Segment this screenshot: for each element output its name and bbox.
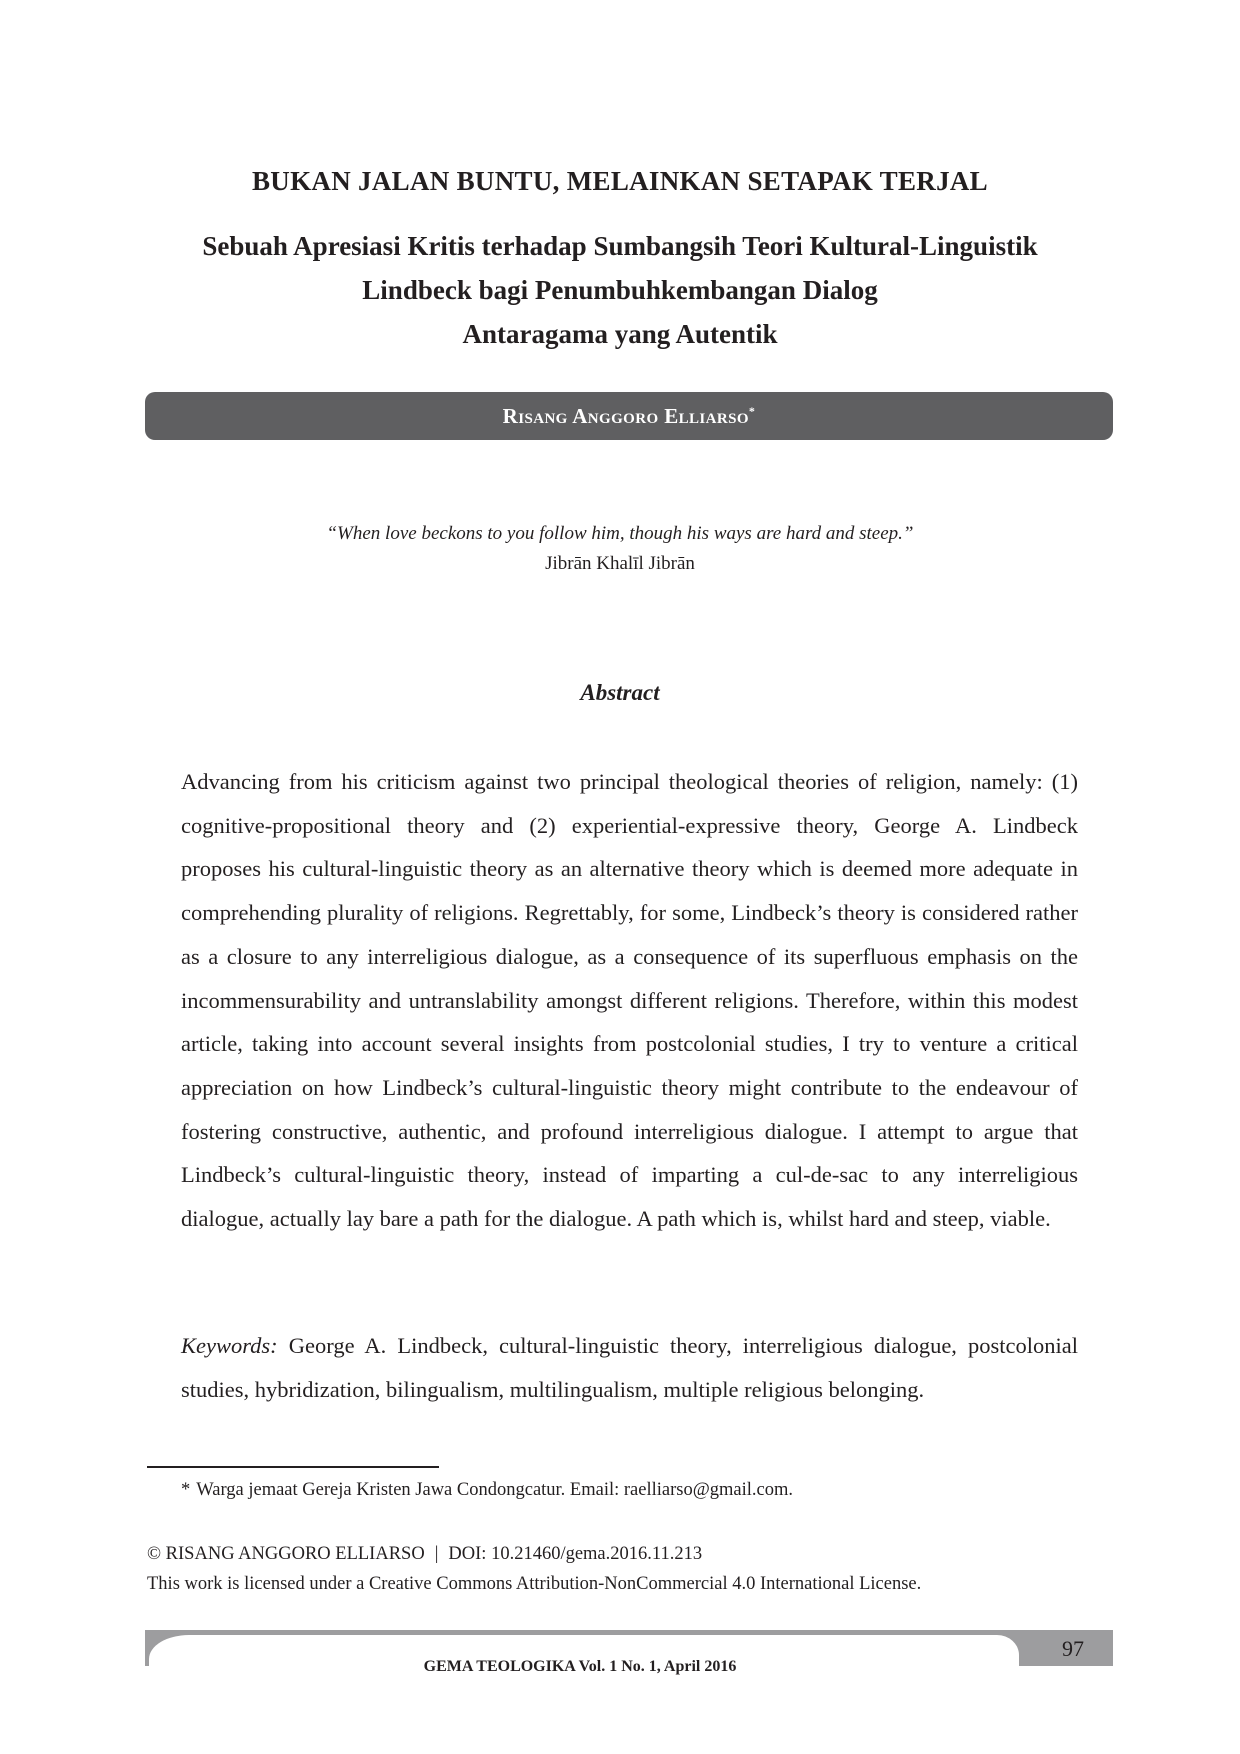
footnote-text: Warga jemaat Gereja Kristen Jawa Condongcatur. Email: raelliarso@gmail.com. [196, 1480, 793, 1500]
keywords-label: Keywords: [181, 1333, 278, 1358]
article-subtitle [0, 224, 1240, 356]
keywords-paragraph [181, 1324, 1078, 1411]
subtitle-line: Sebuah Apresiasi Kritis terhadap Sumbangsih Teori Kultural-Linguistik [202, 231, 1038, 261]
author-banner [145, 392, 1113, 440]
abstract-body: Advancing from his criticism against two principal theological theories of religion, namely: (1) cognitive-propositional theory and (2) experiential-expressive theory, George A. Lindbeck proposes his cultural-linguistic theory as an alternative theory which is deemed more adequate in comprehending plurality of religions. Regrettably, for some, Lindbeck’s theory is considered rather as a closure to any interreligious dialogue, as a consequence of its superfluous emphasis on the incommensurability and untranslability amongst different religions. Therefore, within this modest article, taking into account several insights from postcolonial studies, I try to venture a critical appreciation on how Lindbeck’s cultural-linguistic theory might contribute to the endeavour of fostering constructive, authentic, and profound interreligious dialogue. I attempt to argue that Lindbeck’s cultural-linguistic theory, instead of imparting a cul-de-sac to any interreligious dialogue, actually lay bare a path for the dialogue. A path which is, whilst hard and steep, viable. [181, 769, 1078, 1232]
epigraph-quote: “When love beckons to you follow him, though his ways are hard and steep.” [326, 523, 914, 544]
keywords-list: George A. Lindbeck, cultural-linguistic theory, interreligious dialogue, postcolonial studies, hybridization, bilingualism, multilingualism, multiple religious belonging. [181, 1333, 1078, 1402]
abstract-heading: Abstract [580, 680, 660, 705]
page-number: 97 [1062, 1636, 1084, 1661]
copyright-separator: | [434, 1544, 439, 1564]
copyright-line [147, 1544, 702, 1565]
license-statement: This work is licensed under a Creative Commons Attribution-NonCommercial 4.0 International License. [147, 1574, 922, 1594]
article-title: BUKAN JALAN BUNTU, MELAINKAN SETAPAK TERJAL [252, 166, 988, 196]
author-footnote [181, 1480, 793, 1501]
author-name: Risang Anggoro Elliarso [502, 404, 749, 428]
epigraph-attribution: Jibrān Khalīl Jibrān [545, 553, 695, 574]
author-name-wrapper [145, 404, 1113, 429]
footnote-mark: * [181, 1480, 191, 1500]
subtitle-line: Lindbeck bagi Penumbuhkembangan Dialog [362, 275, 878, 305]
author-footnote-mark: * [748, 404, 756, 418]
journal-citation: GEMA TEOLOGIKA Vol. 1 No. 1, April 2016 [423, 1658, 737, 1675]
copyright-holder: © RISANG ANGGORO ELLIARSO [147, 1544, 425, 1564]
doi-link[interactable]: DOI: 10.21460/gema.2016.11.213 [448, 1544, 703, 1564]
subtitle-line: Antaragama yang Autentik [462, 319, 778, 349]
footnote-divider [147, 1466, 439, 1468]
